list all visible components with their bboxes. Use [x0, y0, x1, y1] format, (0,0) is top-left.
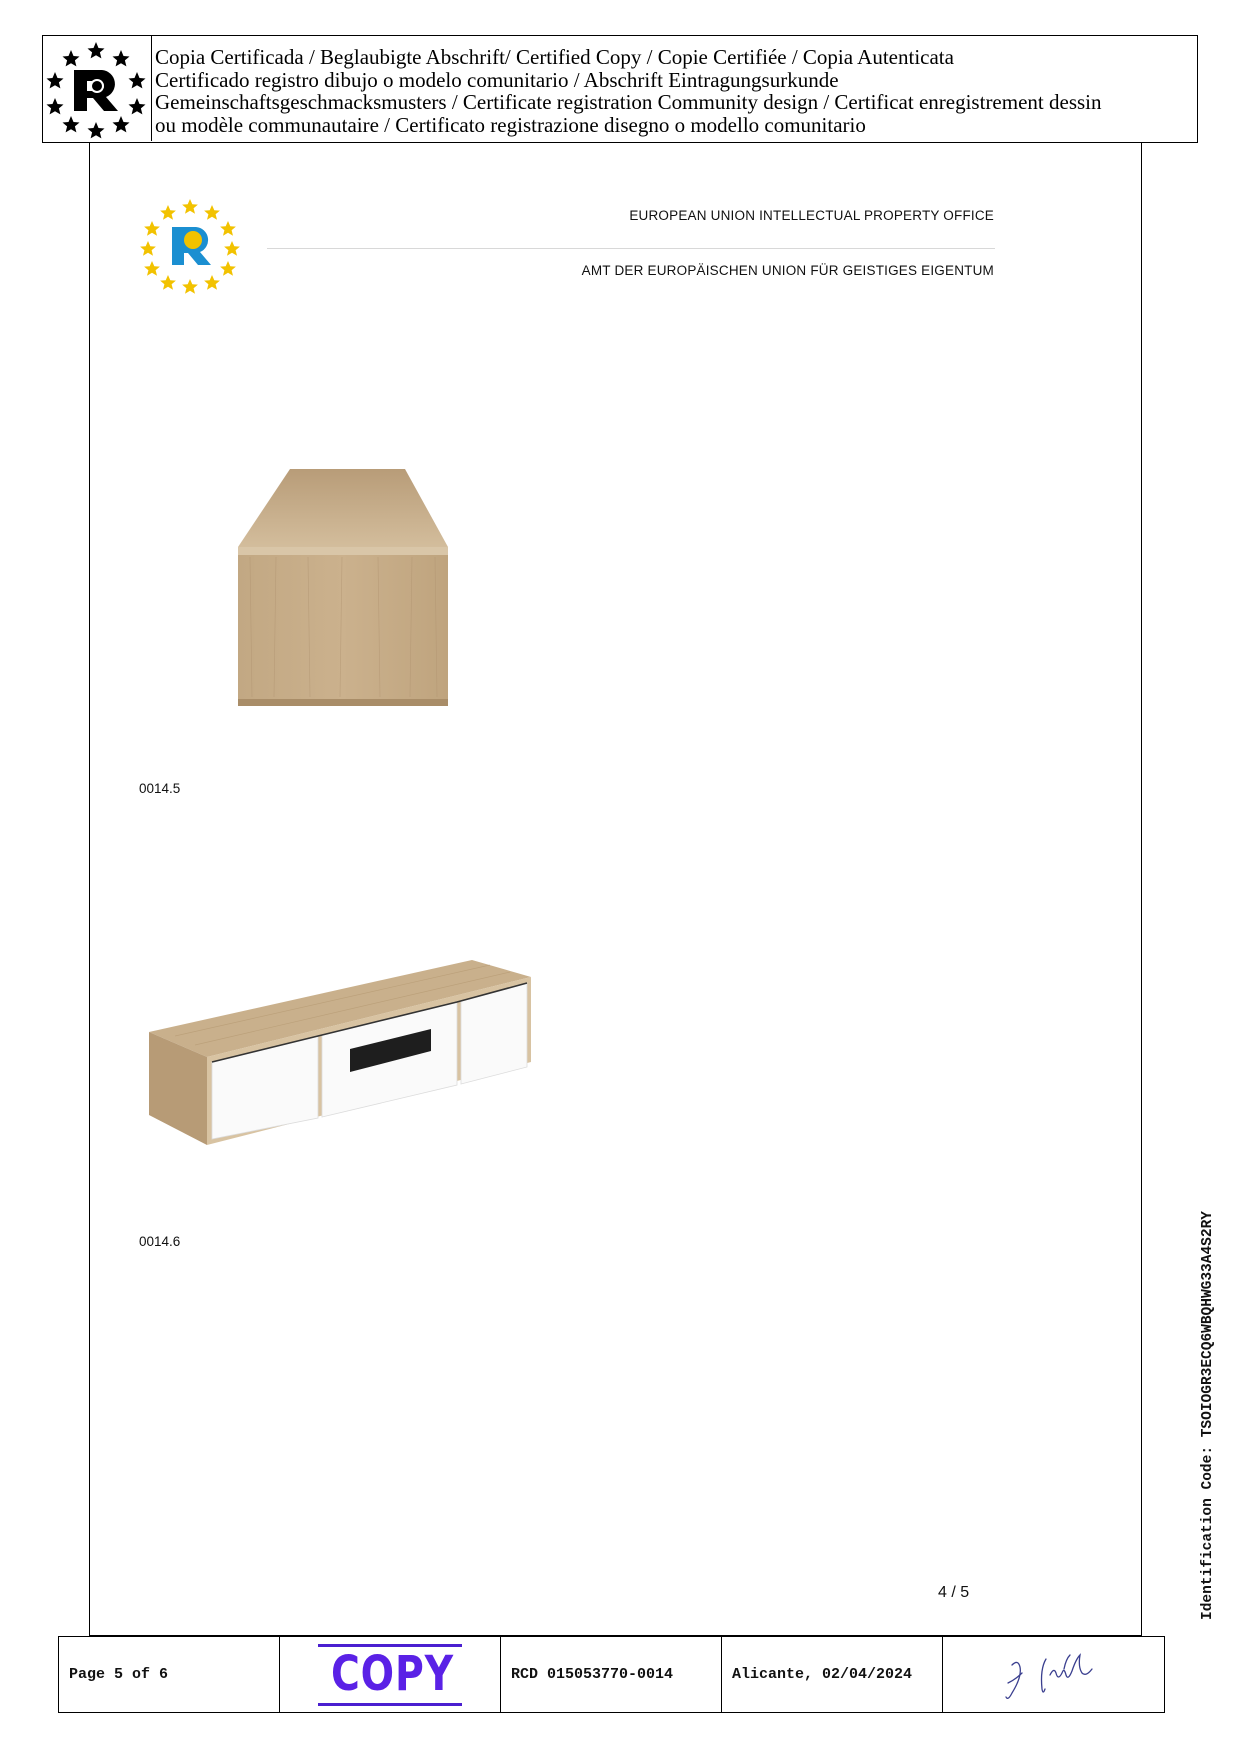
certificate-title: [155, 46, 1193, 136]
signature-icon: [994, 1645, 1114, 1705]
certificate-line: Certificado registro dibujo o modelo comunitario / Abschrift Eintragungsurkunde: [155, 67, 839, 92]
view-label: 0014.5: [139, 781, 181, 796]
footer-stamp-cell: [280, 1637, 501, 1712]
page-count: Page 5 of 6: [69, 1666, 169, 1683]
eu-stars-r-icon: [43, 36, 149, 140]
certificate-line: ou modèle communautaire / Certificato registrazione disegno o modello comunitario: [155, 112, 866, 137]
footer-rcd-cell: [501, 1637, 722, 1712]
certificate-header: [42, 35, 1198, 143]
header-divider: [267, 248, 995, 249]
tv-cabinet-perspective-image: [145, 950, 535, 1145]
tv-cabinet-side-view-image: [230, 465, 460, 715]
certificate-line: Gemeinschaftsgeschmacksmusters / Certificate registration Community design / Certificat enregistrement dessin: [155, 90, 1102, 114]
design-view-0014-6: [145, 950, 535, 1145]
euipo-star-ring-icon: [140, 195, 240, 295]
footer-page-cell: [59, 1637, 280, 1712]
copy-stamp: [318, 1644, 462, 1706]
stamp-bottom-bar: [318, 1703, 462, 1706]
identification-code: Identification Code: TSOIOGR3ECQ6WBQHWG33A4S2RY: [1200, 1211, 1216, 1620]
rcd-number: RCD 015053770-0014: [511, 1666, 674, 1683]
footer-table: [58, 1636, 1165, 1713]
euipo-logo: [140, 195, 240, 295]
footer-signature-cell: [943, 1637, 1164, 1712]
copy-stamp-text: COPY: [330, 1645, 454, 1702]
view-label: 0014.6: [139, 1234, 181, 1249]
office-name-german: AMT DER EUROPÄISCHEN UNION FÜR GEISTIGES EIGENTUM: [581, 263, 994, 278]
office-name-english: EUROPEAN UNION INTELLECTUAL PROPERTY OFFICE: [629, 208, 994, 223]
design-view-0014-5: [230, 465, 460, 715]
certificate-logo: [43, 36, 152, 141]
document-frame: [89, 143, 1142, 1636]
page-indicator: 4 / 5: [938, 1584, 970, 1601]
place-date: Alicante, 02/04/2024: [732, 1666, 913, 1683]
footer-date-cell: [722, 1637, 943, 1712]
certificate-line: Copia Certificada / Beglaubigte Abschrift/ Certified Copy / Copie Certifiée / Copia Autenticata: [155, 45, 954, 69]
